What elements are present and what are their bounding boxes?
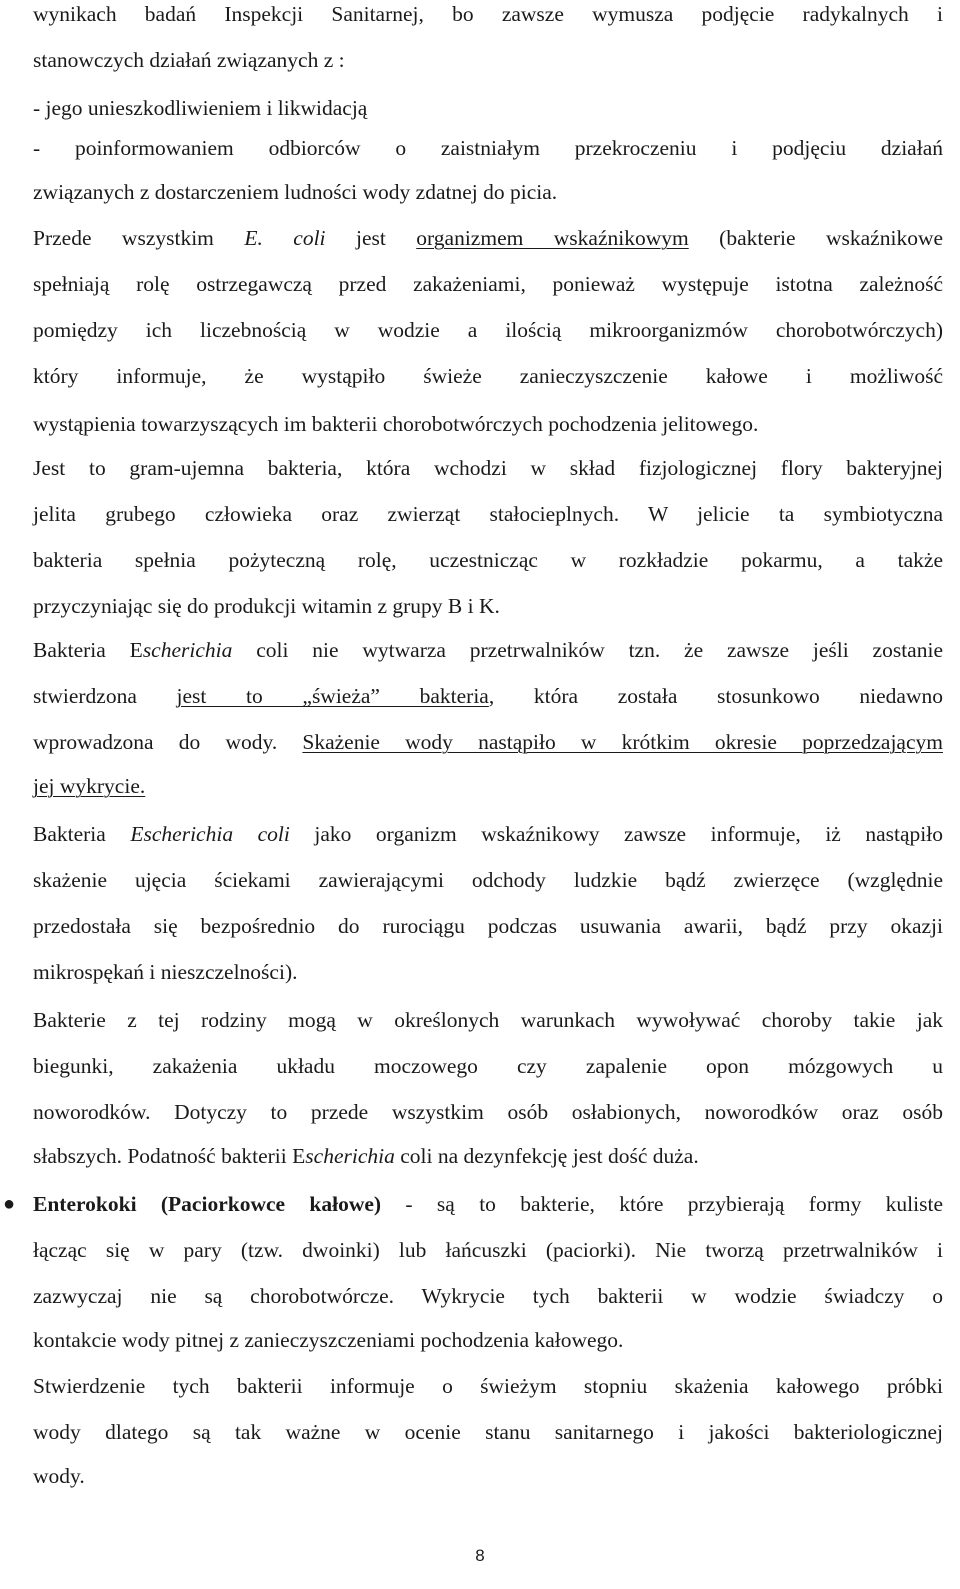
text-segment: związanych z dostarczeniem ludności wody zdatnej do picia. — [33, 180, 558, 204]
text-line — [33, 1142, 943, 1170]
text-segment: Przede wszystkim — [33, 226, 245, 250]
text-segment: mikrospękań i nieszczelności). — [33, 960, 298, 984]
text-segment: pomiędzy ich liczebnością w wodzie a ilością mikroorganizmów chorobotwórczych) — [33, 318, 943, 342]
text-line — [33, 410, 943, 438]
text-line — [33, 1418, 943, 1446]
text-line — [33, 1236, 943, 1264]
text-line — [33, 1372, 943, 1400]
text-segment: - poinformowaniem odbiorców o zaistniałym przekroczeniu i podjęciu działań — [33, 136, 943, 160]
text-line — [33, 682, 943, 710]
text-segment: Enterokoki (Paciorkowce kałowe) — [33, 1192, 382, 1216]
text-line — [33, 270, 943, 298]
text-segment: bakteria spełnia pożyteczną rolę, uczestnicząc w rozkładzie pokarmu, a także — [33, 548, 943, 572]
bullet-icon: ● — [3, 1193, 16, 1215]
text-segment: przyczyniając się do produkcji witamin z grupy B i K. — [33, 594, 500, 618]
text-line — [33, 1052, 943, 1080]
text-segment: słabszych. Podatność bakterii E — [33, 1144, 306, 1168]
text-line — [33, 772, 943, 800]
text-segment: - są to bakterie, które przybierają formy kuliste — [381, 1192, 944, 1216]
text-line — [33, 178, 943, 206]
text-segment: wynikach badań Inspekcji Sanitarnej, bo zawsze wymusza podjęcie radykalnych i — [33, 2, 943, 26]
text-segment: jelita grubego człowieka oraz zwierząt stałocieplnych. W jelicie ta symbiotyczna — [33, 502, 943, 526]
text-segment: coli nie wytwarza przetrwalników tzn. że zawsze jeśli zostanie — [232, 638, 943, 662]
text-line — [33, 912, 943, 940]
text-line — [33, 546, 943, 574]
text-segment: Bakteria — [33, 822, 131, 846]
text-line — [33, 592, 943, 620]
text-line — [33, 0, 943, 28]
text-segment: łącząc się w pary (tzw. dwoinki) lub łańcuszki (paciorki). Nie tworzą przetrwalników i — [33, 1238, 943, 1262]
text-line — [33, 454, 943, 482]
text-line — [33, 820, 943, 848]
text-line — [33, 958, 943, 986]
text-segment: jako organizm wskaźnikowy zawsze informuje, iż nastąpiło — [289, 822, 943, 846]
text-segment: scherichia — [305, 1144, 395, 1168]
text-line — [33, 224, 943, 252]
text-segment: skażenie ujęcia ściekami zawierającymi odchody ludzkie bądź zwierzęce (względnie — [33, 868, 943, 892]
text-segment: stanowczych działań związanych z : — [33, 48, 345, 72]
text-segment: zazwyczaj nie są chorobotwórcze. Wykrycie tych bakterii w wodzie świadczy o — [33, 1284, 943, 1308]
text-segment: Bakterie z tej rodziny mogą w określonych warunkach wywoływać choroby takie jak — [33, 1008, 943, 1032]
text-segment: - jego unieszkodliwieniem i likwidacją — [33, 96, 368, 120]
text-line — [33, 728, 943, 756]
text-segment: spełniają rolę ostrzegawczą przed zakażeniami, ponieważ występuje istotna zależność — [33, 272, 943, 296]
text-segment: Jest to gram-ujemna bakteria, która wchodzi w skład fizjologicznej flory bakteryjnej — [33, 456, 943, 480]
text-line — [33, 316, 943, 344]
text-line — [33, 1098, 943, 1126]
text-segment: E. coli — [244, 226, 326, 250]
text-segment: noworodków. Dotyczy to przede wszystkim osób osłabionych, noworodków oraz osób — [33, 1100, 943, 1124]
text-segment: Skażenie wody nastąpiło w krótkim okresie poprzedzającym — [302, 730, 943, 754]
page-number: 8 — [475, 1546, 485, 1565]
text-segment: przedostała się bezpośrednio do rurociągu podczas usuwania awarii, bądź przy okazji — [33, 914, 943, 938]
text-segment: stwierdzona — [33, 684, 177, 708]
text-line — [33, 1282, 943, 1310]
text-line — [33, 636, 943, 664]
text-segment: (bakterie wskaźnikowe — [688, 226, 944, 250]
text-segment: kontakcie wody pitnej z zanieczyszczeniami pochodzenia kałowego. — [33, 1328, 624, 1352]
text-segment: jest to „świeża” bakteria — [176, 684, 489, 708]
text-line — [33, 1326, 943, 1354]
text-segment: biegunki, zakażenia układu moczowego czy zapalenie opon mózgowych u — [33, 1054, 943, 1078]
text-segment: wody. — [33, 1464, 85, 1488]
text-line — [33, 1462, 943, 1490]
text-segment: jest — [325, 226, 417, 250]
text-line — [3, 1190, 944, 1218]
text-line — [33, 1006, 943, 1034]
text-segment: wystąpienia towarzyszących im bakterii chorobotwórczych pochodzenia jelitowego. — [33, 412, 759, 436]
text-line — [33, 46, 943, 74]
text-segment: wody dlatego są tak ważne w ocenie stanu sanitarnego i jakości bakteriologicznej — [33, 1420, 943, 1444]
text-segment: Stwierdzenie tych bakterii informuje o świeżym stopniu skażenia kałowego próbki — [33, 1374, 943, 1398]
text-line — [33, 866, 943, 894]
text-segment: wprowadzona do wody. — [33, 730, 303, 754]
text-segment: coli na dezynfekcję jest dość duża. — [394, 1144, 699, 1168]
text-segment: Escherichia coli — [130, 822, 290, 846]
text-segment: scherichia — [142, 638, 233, 662]
text-line — [33, 500, 943, 528]
text-segment: jej wykrycie. — [33, 774, 146, 798]
text-segment: Bakteria E — [33, 638, 143, 662]
text-line — [33, 362, 943, 390]
text-segment: organizmem wskaźnikowym — [416, 226, 689, 250]
text-line — [33, 94, 943, 122]
text-line — [33, 134, 943, 162]
text-segment: , która została stosunkowo niedawno — [488, 684, 943, 708]
text-segment: który informuje, że wystąpiło świeże zanieczyszczenie kałowe i możliwość — [33, 364, 943, 388]
